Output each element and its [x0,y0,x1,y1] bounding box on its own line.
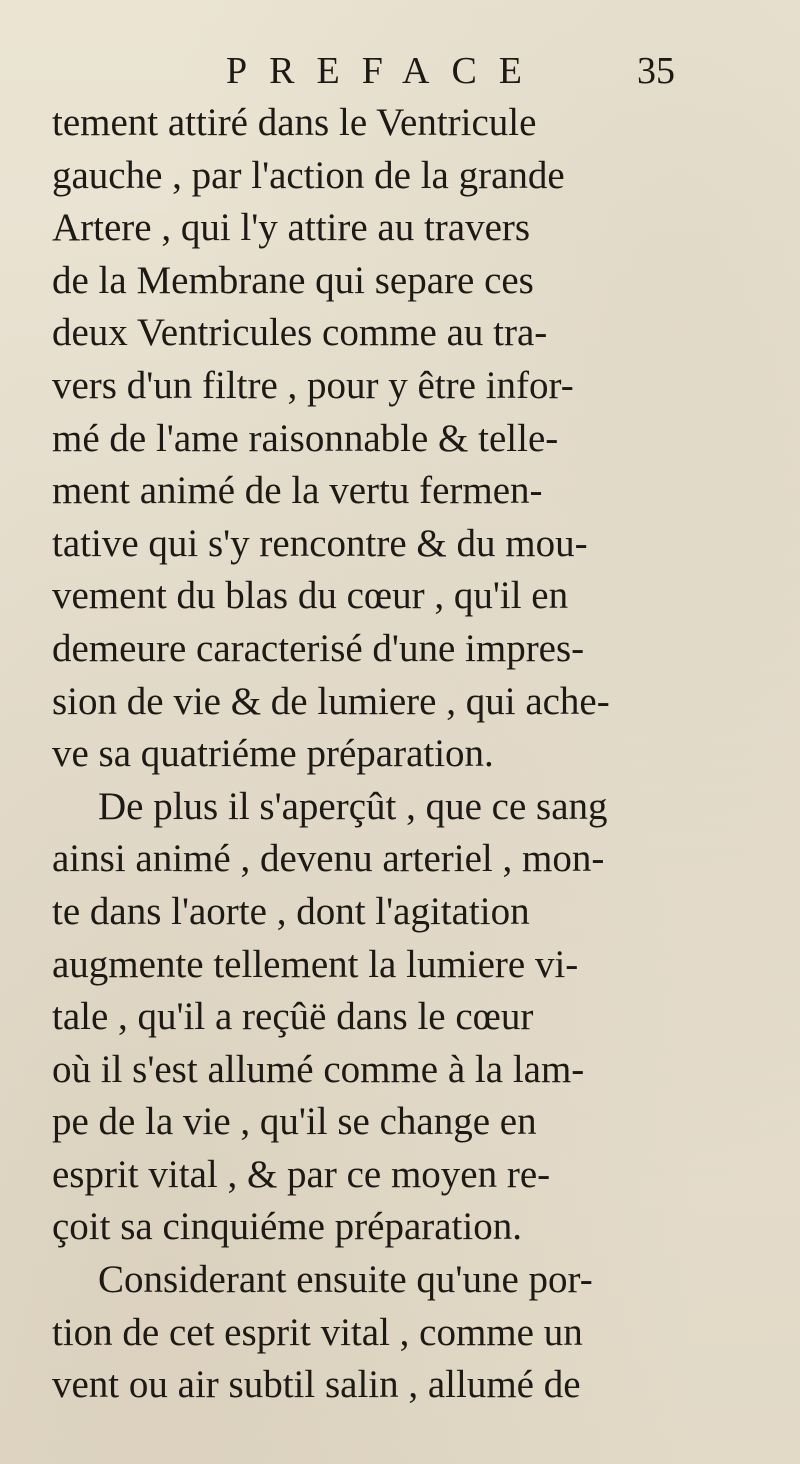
text-line: ment animé de la vertu fermen- [52,469,543,513]
text-line: demeure caracterisé d'une impres- [52,626,585,670]
text-line: tement attiré dans le Ventricule [52,101,537,144]
text-line: Artere , qui l'y attire au travers [52,206,531,250]
paragraph-start-line: De plus il s'aperçût , que ce sang [98,784,608,828]
text-line: vent ou air subtil salin , allumé de [52,1363,581,1407]
text-line: où il s'est allumé comme à la lam- [52,1047,585,1091]
text-line: ve sa quatriéme préparation. [52,732,494,776]
text-line: tale , qu'il a reçûë dans le cœur [52,995,534,1039]
text-line: te dans l'aorte , dont l'agitation [52,889,530,933]
text-line: ainsi animé , devenu arteriel , mon- [52,837,605,881]
text-line: vement du blas du cœur , qu'il en [52,574,569,618]
body-text [52,97,764,1412]
text-line: vers d'un filtre , pour y être infor- [52,363,574,407]
text-line: mé de l'ame raisonnable & telle- [52,416,559,460]
text-line: tion de cet esprit vital , comme un [52,1310,583,1354]
text-line: pe de la vie , qu'il se change en [52,1100,537,1144]
text-line: çoit sa cinquiéme préparation. [52,1205,522,1249]
text-line: augmente tellement la lumiere vi- [52,942,579,986]
text-line: sion de vie & de lumiere , qui ache- [52,679,610,723]
running-head [0,46,800,96]
text-line: esprit vital , & par ce moyen re- [52,1152,551,1196]
text-line: tative qui s'y rencontre & du mou- [52,521,588,565]
running-head-title: PREFACE [226,50,545,92]
text-line: gauche , par l'action de la grande [52,153,565,197]
text-line: deux Ventricules comme au tra- [52,311,548,355]
text-line: de la Membrane qui separe ces [52,258,534,302]
paragraph-start-line: Considerant ensuite qu'une por- [98,1258,593,1302]
page-number: 35 [637,50,675,92]
